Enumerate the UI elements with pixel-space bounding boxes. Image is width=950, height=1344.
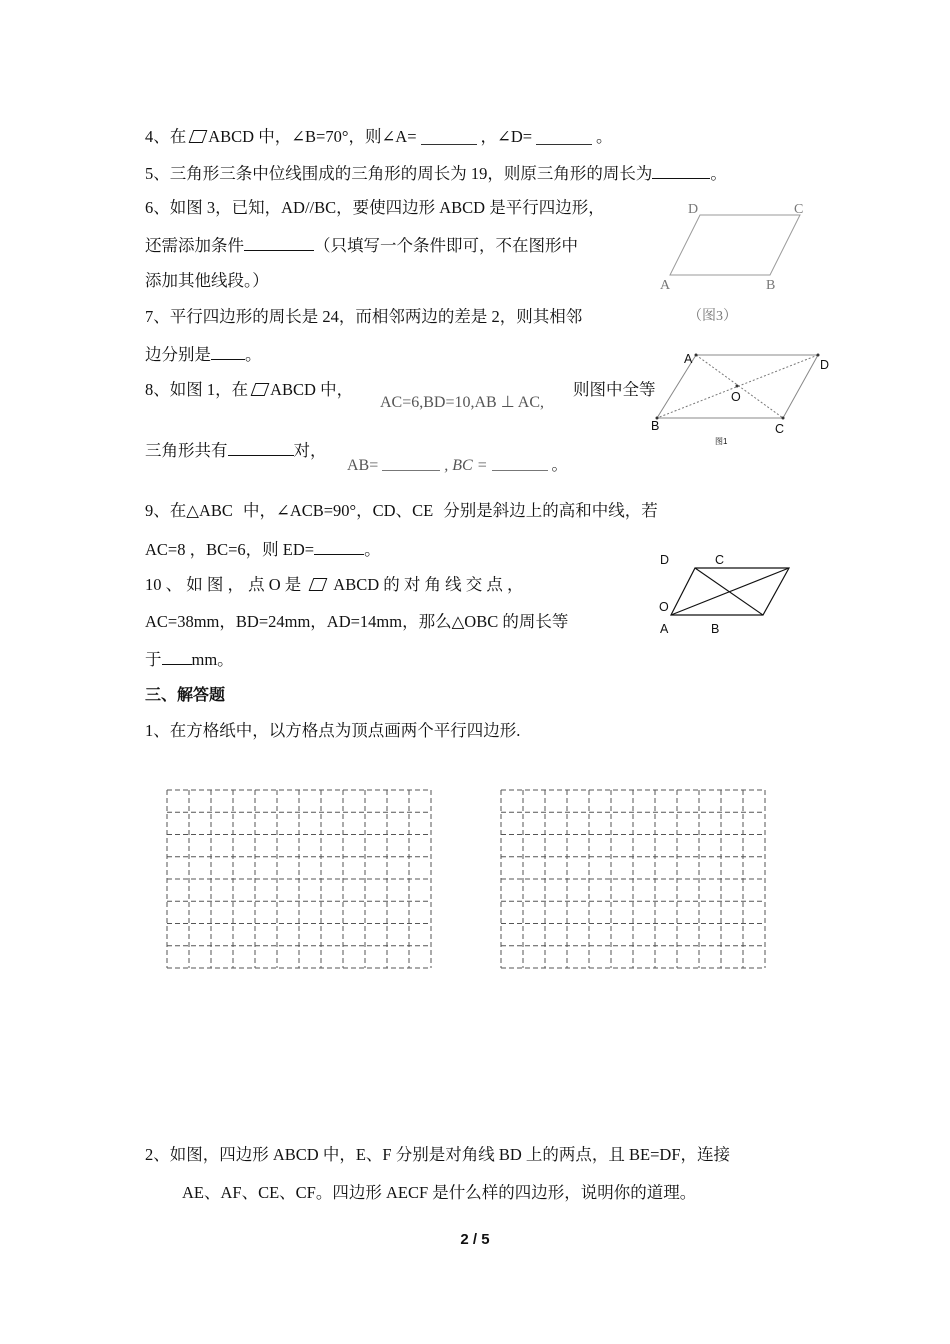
question-6-line-3: 添加其他线段。）	[145, 271, 269, 290]
figure-3	[650, 190, 820, 330]
question-8-line-1: 8、如图 1，在 ABCD 中，	[145, 380, 354, 399]
label-c: C	[794, 202, 804, 217]
parallelogram-symbol-icon	[309, 578, 328, 591]
label-b: B	[711, 622, 720, 636]
label-a: A	[660, 622, 669, 636]
diagonal-ac	[696, 355, 783, 418]
question-8-tail: 则图中全等	[573, 380, 656, 399]
question-8-lengths: AB= , BC = 。	[347, 457, 568, 474]
answer-blank-ab	[382, 461, 440, 471]
question-6-line-2: 还需添加条件 （只填写一个条件即可，不在图形中	[145, 236, 578, 255]
figure-1	[645, 345, 845, 450]
square-grid-left	[165, 788, 433, 970]
question-7-line-1: 7、平行四边形的周长是 24，而相邻两边的差是 2，则其相邻	[145, 307, 583, 326]
answer-blank	[652, 162, 710, 179]
section-title: 三、解答题	[145, 685, 226, 704]
problem-1: 1、在方格纸中，以方格点为顶点画两个平行四边形.	[145, 721, 521, 740]
parallelogram-symbol-icon	[251, 383, 270, 396]
diagonal-bd	[695, 568, 763, 615]
label-a: A	[684, 352, 693, 366]
figure-1-caption: 图1	[715, 437, 728, 446]
label-d: D	[820, 358, 830, 372]
question-5: 5、三角形三条中位线围成的三角形的周长为 19，则原三角形的周长为 。	[145, 164, 727, 183]
question-7-line-2: 边分别是 。	[145, 345, 262, 364]
answer-blank	[162, 648, 192, 665]
question-8-line-2: 三角形共有 对，	[145, 441, 327, 460]
question-8-condition: AC=6,BD=10,AB ⊥ AC,	[380, 394, 545, 411]
label-c: C	[775, 422, 785, 436]
answer-blank-bc	[492, 461, 548, 471]
label-b: B	[766, 278, 776, 293]
label-c: C	[715, 553, 725, 567]
question-10-line-3: 于 mm。	[145, 650, 234, 669]
question-9-line-2: AC=8 ，BC=6，则 ED= 。	[145, 540, 381, 559]
answer-blank-pairs	[228, 439, 294, 456]
label-o: O	[659, 600, 669, 614]
question-10-line-1: 10 、 如 图 ， 点 O 是 ABCD 的 对 角 线 交 点 ，	[145, 575, 524, 594]
figure-3-caption: （图3）	[688, 309, 737, 324]
diagonal-ac	[671, 568, 789, 615]
parallelogram-shape	[670, 215, 800, 275]
problem-2-line-1: 2、如图，四边形 ABCD 中，E、F 分别是对角线 BD 上的两点，且 BE=DF，连接	[145, 1145, 731, 1164]
answer-blank	[244, 234, 314, 251]
label-a: A	[660, 278, 671, 293]
answer-blank-a	[421, 132, 477, 145]
question-6-line-1: 6、如图 3，已知，AD//BC，要使四边形 ABCD 是平行四边形，	[145, 198, 605, 217]
label-d: D	[688, 202, 699, 217]
question-4: 4、在 ABCD 中，∠B=70°，则∠A= ，∠D= 。	[145, 127, 613, 146]
question-9-line-1: 9、在△ABC 中，∠ACB=90°，CD、CE 分别是斜边上的高和中线，若	[145, 501, 658, 520]
label-b: B	[651, 419, 660, 433]
answer-blank-d	[536, 132, 592, 145]
question-10-line-2: AC=38mm，BD=24mm，AD=14mm，那么△OBC 的周长等	[145, 612, 569, 631]
answer-blank	[211, 343, 245, 360]
answer-blank	[314, 538, 364, 555]
parallelogram-symbol-icon	[189, 130, 208, 143]
page-number: 2 / 5	[460, 1231, 490, 1248]
label-d: D	[660, 553, 670, 567]
label-o: O	[731, 390, 741, 404]
square-grid-right	[499, 788, 767, 970]
figure-10	[655, 548, 800, 643]
problem-2-line-2: AE、AF、CE、CF。四边形 AECF 是什么样的四边形，说明你的道理。	[182, 1183, 697, 1202]
